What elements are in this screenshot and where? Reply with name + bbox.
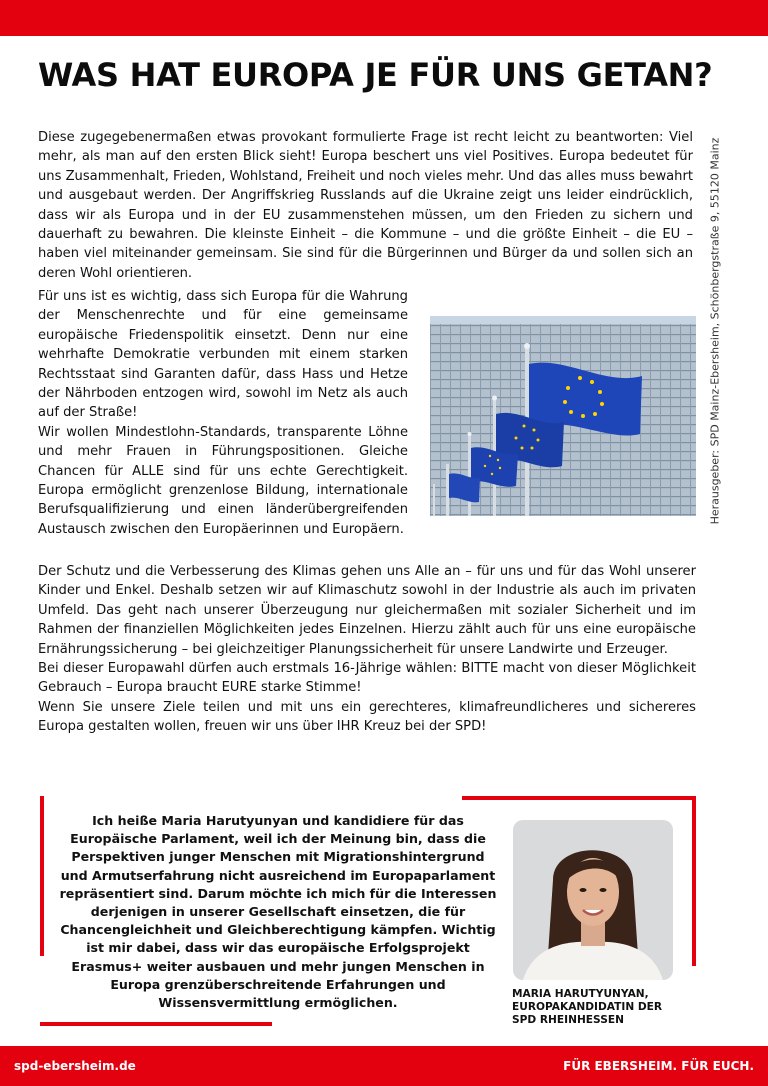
candidate-role-line-1: EUROPAKANDIDATIN DER — [512, 1001, 663, 1013]
frame-right-line — [692, 796, 696, 966]
publisher-note — [700, 129, 730, 533]
footer-slogan: FÜR EBERSHEIM. FÜR EUCH. — [563, 1059, 754, 1073]
human-rights-paragraph: Für uns ist es wichtig, dass sich Europa für die Wahrung der Menschenrechte und für eine gemeinsame europäische Friedenspolitik einsetzt. Denn nur eine wehrhafte Demokratie verbunden mit einem starken Rechtsstaat sind Garanten dafür, dass Hass und Hetze der Nährboden entzogen wird, sowohl im Netz als auch auf der Straße! — [38, 289, 408, 421]
candidate-role-line-2: SPD RHEINHESSEN — [512, 1014, 624, 1026]
eu-flags-photo — [430, 316, 696, 516]
page-title: WAS HAT EUROPA JE FÜR UNS GETAN? — [38, 56, 713, 94]
candidate-caption — [512, 988, 692, 1027]
publisher-note-text: Herausgeber: SPD Mainz-Ebersheim, Schönbergstraße 9, 55120 Mainz — [708, 137, 722, 525]
candidate-quote: Ich heiße Maria Harutyunyan und kandidiere für das Europäische Parlament, weil ich der Meinung bin, dass die Perspektiven junger Menschen mit Migrationshintergrund und Armutserfahrung nicht ausreichend im Europaparlament repräsentiert sind. Darum möchte ich mich für die Interessen derjenigen in unserer Gesellschaft einsetzen, die für Chancengleichheit und Gleichberechtigung kämpfen. Wichtig ist mir dabei, dass wir das europäische Erfolgsprojekt Erasmus+ weiter ausbauen und mehr jungen Menschen in Europa grenzüberschreitende Erfahrungen und Wissensvermittlung ermöglichen. — [59, 813, 497, 1011]
frame-left-line — [40, 796, 44, 956]
top-red-bar — [0, 0, 768, 36]
youth-vote-paragraph: Bei dieser Europawahl dürfen auch erstmals 16-Jährige wählen: BITTE macht von dieser Möglichkeit Gebrauch – Europa braucht EURE starke Stimme! — [38, 661, 696, 696]
social-paragraph: Wir wollen Mindestlohn-Standards, transparente Löhne und mehr Frauen in Führungspositionen. Gleiche Chancen für ALLE sind für uns echte Gerechtigkeit. Europa ermöglicht grenzenlose Bildung, internationale Berufsqualifizierung und einen länderübergreifenden Austausch zwischen den Europäerinnen und Europäern. — [38, 424, 408, 537]
closing-paragraph: Wenn Sie unsere Ziele teilen und mit uns ein gerechteres, klimafreundlicheres und sichereres Europa gestalten wollen, freuen wir uns über IHR Kreuz bei der SPD! — [38, 699, 696, 735]
values-block — [38, 287, 408, 539]
footer-website-link[interactable]: spd-ebersheim.de — [14, 1059, 136, 1073]
intro-paragraph: Diese zugegebenermaßen etwas provokant formulierte Frage ist recht leicht zu beantworten: Viel mehr, als man auf den ersten Blick sieht! Europa beschert uns viel Positives. Europa bedeutet für uns Zusammenhalt, Frieden, Wohlstand, Freiheit und noch vieles mehr. Und das alles muss bewahrt und ausgebaut werden. Der Angriffskrieg Russlands auf die Ukraine zeigt uns leider eindrücklich, dass wir als Europa und in der EU zusammenstehen müssen, um den Frieden zu sichern und dauerhaft zu bewahren. Die kleinste Einheit – die Kommune – und die größte Einheit – die EU – haben viel miteinander gemeinsam. Sie sind für die Bürgerinnen und Bürger da und sollen sich an deren Wohl orientieren. — [38, 130, 693, 281]
candidate-name: MARIA HARUTYUNYAN, — [512, 988, 649, 1000]
climate-paragraph: Der Schutz und die Verbesserung des Klimas gehen uns Alle an – für uns und für das Wohl unserer Kinder und Enkel. Deshalb setzen wir auf Klimaschutz sowohl in der Industrie als auch im privaten Umfeld. Das geht nach unserer Überzeugung nur gleichermaßen mit sozialer Sicherheit und im Rahmen der finanziellen Möglichkeiten jedes Einzelnen. Hierzu zählt auch für uns eine europäische Ernährungssicherung – bei gleichzeitiger Planungssicherheit für unsere Landwirte und Erzeuger. — [38, 564, 696, 657]
frame-top-line — [462, 796, 696, 800]
frame-bottom-line — [40, 1022, 272, 1026]
climate-block — [38, 562, 696, 737]
footer-bar — [0, 1046, 768, 1086]
candidate-portrait — [513, 820, 673, 980]
